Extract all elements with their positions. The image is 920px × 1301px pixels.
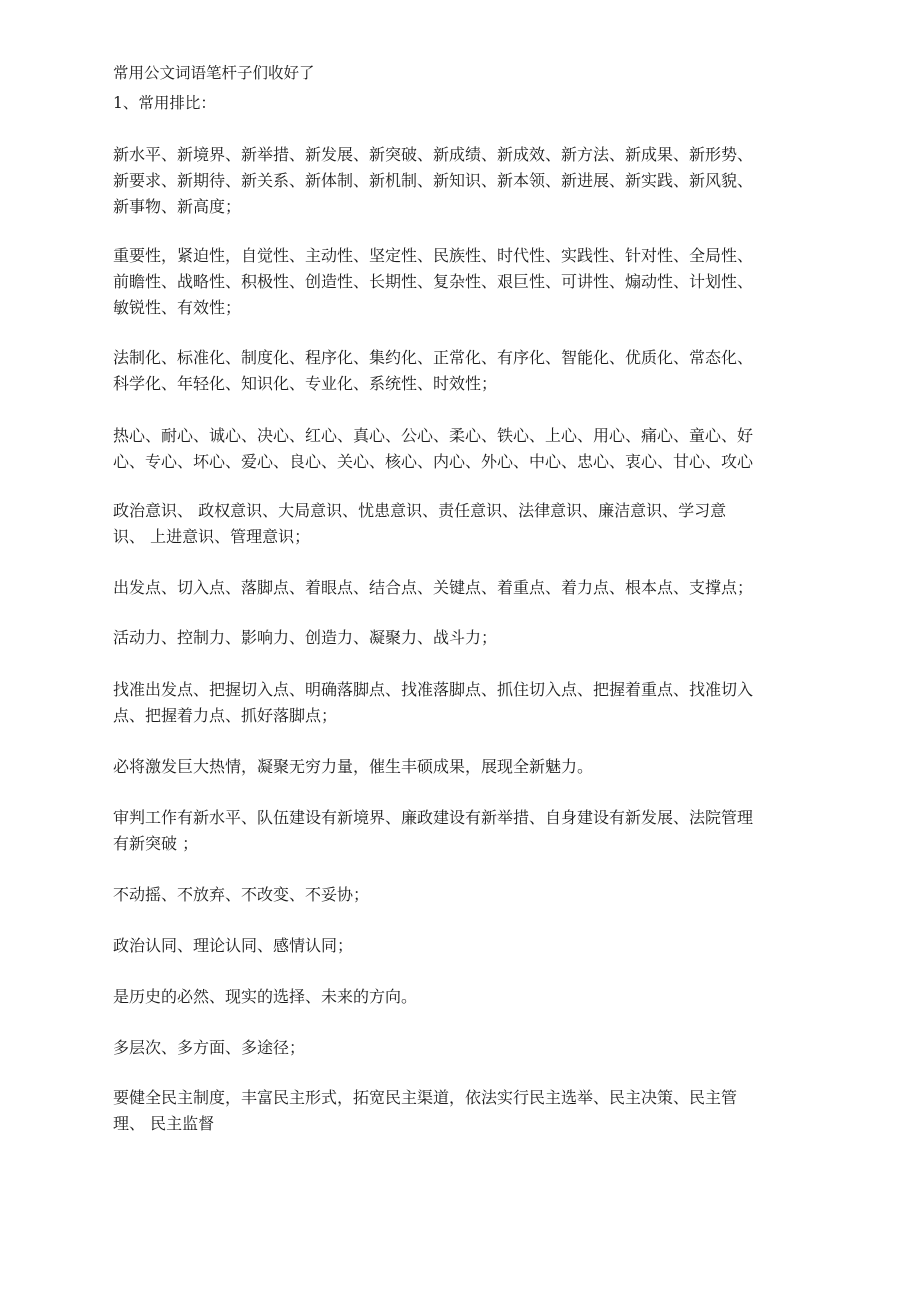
paragraph-line: 理、 民主监督 — [113, 1114, 215, 1133]
paragraph-line: 政治意识、 政权意识、大局意识、忧患意识、责任意识、法律意识、廉洁意识、学习意 — [113, 501, 727, 520]
paragraph-line: 有新突破 ； — [113, 834, 199, 853]
paragraph-hearts — [113, 423, 813, 475]
paragraph-line: 出发点、切入点、落脚点、着眼点、结合点、关键点、着重点、着力点、根本点、支撑点； — [113, 578, 754, 597]
paragraph-line: 新水平、新境界、新举措、新发展、新突破、新成绩、新成效、新方法、新成果、新形势、 — [113, 145, 754, 164]
paragraph-democracy — [113, 1085, 813, 1137]
paragraph-new-items — [113, 142, 813, 220]
paragraph-line: 心、专心、坏心、爱心、良心、关心、核心、内心、外心、中心、忠心、衷心、甘心、攻心 — [113, 452, 754, 471]
paragraph-standardization — [113, 345, 813, 397]
paragraph-awareness — [113, 498, 813, 550]
paragraph-steadfast — [113, 882, 813, 908]
paragraph-court-work — [113, 805, 813, 857]
paragraph-line: 多层次、多方面、多途径； — [113, 1038, 306, 1057]
paragraph-forces — [113, 625, 813, 651]
paragraph-identification — [113, 933, 813, 959]
paragraph-points — [113, 575, 813, 601]
paragraph-line: 要健全民主制度，丰富民主形式，拓宽民主渠道，依法实行民主选举、民主决策、民主管 — [113, 1088, 738, 1107]
paragraph-line: 识、 上进意识、管理意识； — [113, 527, 311, 546]
paragraph-line: 必将激发巨大热情，凝聚无穷力量，催生丰硕成果，展现全新魅力。 — [113, 757, 594, 776]
paragraph-line: 点、把握着力点、抓好落脚点； — [113, 706, 338, 725]
paragraph-line: 审判工作有新水平、队伍建设有新境界、廉政建设有新举措、自身建设有新发展、法院管理 — [113, 808, 754, 827]
paragraph-line: 新要求、新期待、新关系、新体制、新机制、新知识、新本领、新进展、新实践、新风貌、 — [113, 171, 754, 190]
paragraph-line: 热心、耐心、诚心、决心、红心、真心、公心、柔心、铁心、上心、用心、痛心、童心、好 — [113, 426, 754, 445]
paragraph-line: 新事物、新高度； — [113, 197, 242, 216]
paragraph-line: 科学化、年轻化、知识化、专业化、系统性、时效性； — [113, 374, 498, 393]
paragraph-line: 敏锐性、有效性； — [113, 298, 242, 317]
document-title: 常用公文词语笔杆子们收好了 — [113, 64, 315, 82]
paragraph-line: 政治认同、理论认同、感情认同； — [113, 936, 354, 955]
paragraph-line: 重要性，紧迫性，自觉性、主动性、坚定性、民族性、时代性、实践性、针对性、全局性、 — [113, 246, 754, 265]
paragraph-line: 活动力、控制力、影响力、创造力、凝聚力、战斗力； — [113, 628, 498, 647]
paragraph-enthusiasm — [113, 754, 813, 780]
paragraph-line: 是历史的必然、现实的选择、未来的方向。 — [113, 987, 418, 1006]
section-heading: 1、常用排比： — [113, 94, 216, 112]
paragraph-line: 前瞻性、战略性、积极性、创造性、长期性、复杂性、艰巨性、可讲性、煽动性、计划性、 — [113, 272, 754, 291]
paragraph-multi-level — [113, 1035, 813, 1061]
paragraph-properties — [113, 243, 813, 321]
paragraph-history — [113, 984, 813, 1010]
paragraph-grasp-points — [113, 677, 813, 729]
paragraph-line: 找准出发点、把握切入点、明确落脚点、找准落脚点、抓住切入点、把握着重点、找准切入 — [113, 680, 754, 699]
paragraph-line: 不动摇、不放弃、不改变、不妥协； — [113, 885, 370, 904]
paragraph-line: 法制化、标准化、制度化、程序化、集约化、正常化、有序化、智能化、优质化、常态化、 — [113, 348, 754, 367]
